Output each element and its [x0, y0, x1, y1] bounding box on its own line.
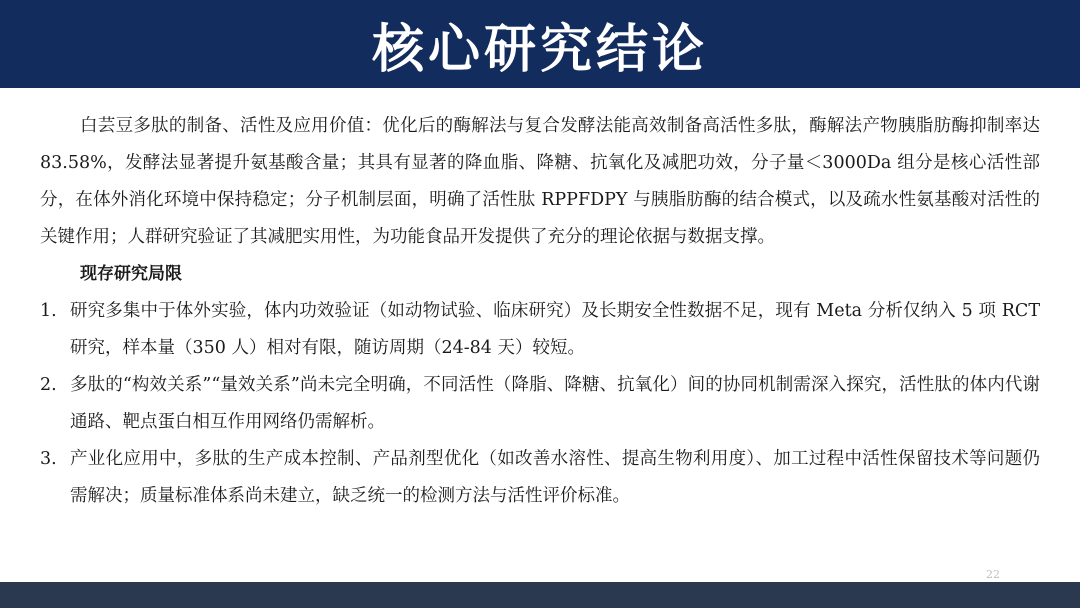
footer-bar	[0, 582, 1080, 608]
slide-body	[40, 108, 1040, 515]
limitations-heading: 现存研究局限	[80, 264, 182, 284]
limitations-list	[40, 293, 1040, 515]
list-item-text: 多肽的“构效关系”“量效关系”尚未完全明确，不同活性（降脂、降糖、抗氧化）间的协同机制需深入探究，活性肽的体内代谢通路、靶点蛋白相互作用网络仍需解析。	[70, 375, 1040, 432]
slide-title: 核心研究结论	[371, 19, 708, 80]
page-number: 22	[986, 568, 1000, 581]
list-item-number: 3.	[40, 449, 57, 469]
list-item-text: 产业化应用中，多肽的生产成本控制、产品剂型优化（如改善水溶性、提高生物利用度）、加工过程中活性保留技术等问题仍需解决；质量标准体系尚未建立，缺乏统一的检测方法与活性评价标准。	[70, 449, 1040, 506]
list-item-text: 研究多集中于体外实验，体内功效验证（如动物试验、临床研究）及长期安全性数据不足，现有 Meta 分析仅纳入 5 项 RCT 研究，样本量（350 人）相对有限，随访周期（24-84 天）较短。	[70, 301, 1040, 358]
title-banner	[0, 0, 1080, 88]
list-item	[40, 367, 1040, 441]
conclusion-paragraph: 白芸豆多肽的制备、活性及应用价值：优化后的酶解法与复合发酵法能高效制备高活性多肽，酶解法产物胰脂肪酶抑制率达 83.58%，发酵法显著提升氨基酸含量；其具有显著的降血脂、降糖、抗氧化及减肥功效，分子量＜3000Da 组分是核心活性部分，在体外消化环境中保持稳定；分子机制层面，明确了活性肽 RPPFDPY 与胰脂肪酶的结合模式，以及疏水性氨基酸对活性的关键作用；人群研究验证了其减肥实用性，为功能食品开发提供了充分的理论依据与数据支撑。	[40, 116, 1040, 247]
list-item-number: 2.	[40, 375, 57, 395]
list-item	[40, 293, 1040, 367]
list-item	[40, 441, 1040, 515]
list-item-number: 1.	[40, 301, 57, 321]
